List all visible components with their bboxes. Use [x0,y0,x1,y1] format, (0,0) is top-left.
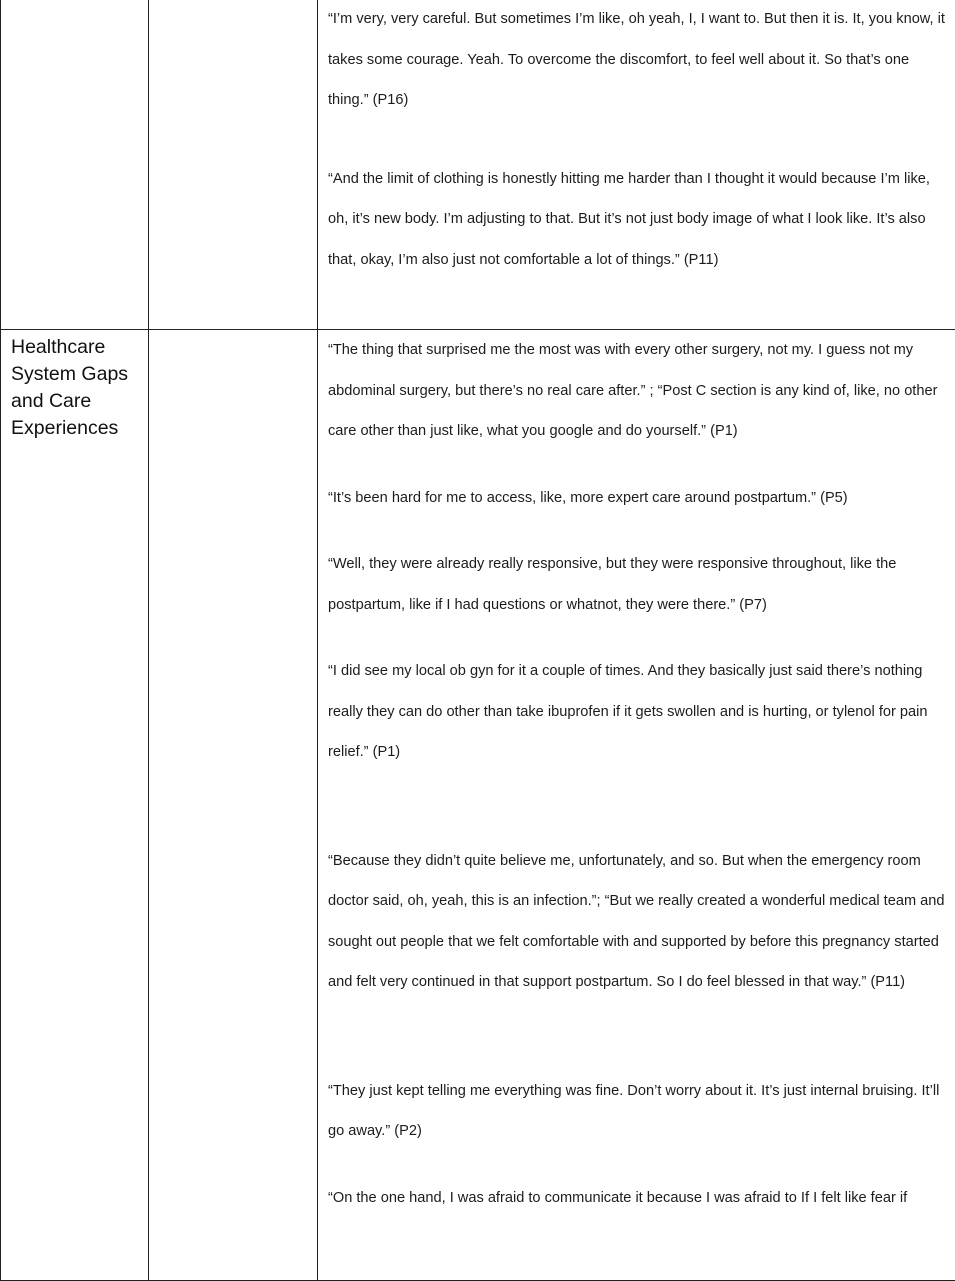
quote-p7: “Well, they were already really responsive, but they were responsive throughout, like the postpartum, like if I had questions or whatnot, they were there.” (P7) [328,544,947,625]
quote-partial: “On the one hand, I was afraid to communicate it because I was afraid to If I felt like fear if [328,1178,947,1219]
subtheme-cell [149,0,318,330]
quote-p1-obgyn: “I did see my local ob gyn for it a couple of times. And they basically just said there’s nothing really they can do other than take ibuprofen if it gets swollen and is hurting, or tylenol for pain relief.” (P1) [328,651,947,773]
quote-p2: “They just kept telling me everything was fine. Don’t worry about it. It’s just internal bruising. It’ll go away.” (P2) [328,1071,947,1152]
quote-p11-emergency: “Because they didn’t quite believe me, unfortunately, and so. But when the emergency room doctor said, oh, yeah, this is an infection.”; “But we really created a wonderful medical team and sought out people that we felt comfortable with and supported by before this pregnancy started and felt very continued in that support postpartum. So I do feel blessed in that way.” (P11) [328,841,947,1003]
table-row [1,330,955,1281]
quotes-cell [318,0,955,330]
quotes-cell [318,330,955,1281]
table-row [1,0,955,330]
subtheme-cell [149,330,318,1281]
quote-p11-clothing: “And the limit of clothing is honestly hitting me harder than I thought it would because I’m like, oh, it’s new body. I’m adjusting to that. But it’s not just body image of what I look like. It’s also that, okay, I’m also just not comfortable a lot of things.” (P11) [328,159,947,281]
quote-p5: “It’s been hard for me to access, like, more expert care around postpartum.” (P5) [328,478,947,519]
theme-cell: Healthcare System Gaps and Care Experiences [1,330,149,1281]
quote-p1-surgery: “The thing that surprised me the most was with every other surgery, not my. I guess not my abdominal surgery, but there’s no real care after.” ; “Post C section is any kind of, like, no other care other than just like, what you google and do yourself.” (P1) [328,330,947,452]
theme-cell [1,0,149,330]
quote-p16: “I’m very, very careful. But sometimes I’m like, oh yeah, I, I want to. But then it is. It, you know, it takes some courage. Yeah. To overcome the discomfort, to feel well about it. So that’s one thing.” (P16) [328,0,947,121]
